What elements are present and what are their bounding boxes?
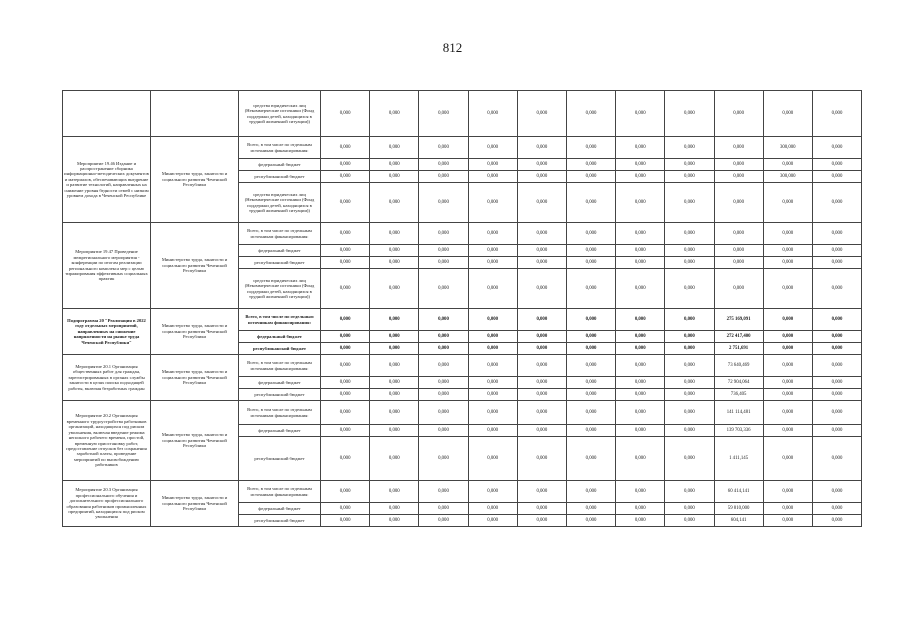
amount-cell: 0,000: [665, 309, 714, 331]
amount-cell: 0,000: [517, 183, 566, 223]
amount-cell: 275 169,091: [714, 309, 763, 331]
amount-cell: 0,000: [468, 257, 517, 269]
amount-cell: 0,000: [812, 503, 861, 515]
amount-cell: 0,000: [517, 425, 566, 437]
amount-cell: 0,000: [468, 343, 517, 355]
amount-cell: 0,000: [419, 91, 468, 137]
amount-cell: 0,000: [665, 245, 714, 257]
amount-cell: 736,405: [714, 389, 763, 401]
amount-cell: 0,000: [419, 245, 468, 257]
amount-cell: 0,000: [370, 269, 419, 309]
amount-cell: 0,000: [812, 425, 861, 437]
amount-cell: 0,000: [468, 91, 517, 137]
amount-cell: 0,000: [763, 481, 812, 503]
amount-cell: 0,000: [321, 515, 370, 527]
table-row: [63, 137, 862, 159]
amount-cell: 0,000: [616, 137, 665, 159]
amount-cell: 0,000: [566, 331, 615, 343]
amount-cell: 0,000: [468, 389, 517, 401]
amount-cell: 0,000: [665, 503, 714, 515]
amount-cell: 0,000: [714, 91, 763, 137]
funding-source: федеральный бюджет: [239, 159, 321, 171]
funding-source: средства юридических лиц (Некоммерческие источники (Фонд поддержки детей, находящихся в трудной жизненной ситуации)): [239, 183, 321, 223]
amount-cell: 0,000: [517, 223, 566, 245]
amount-cell: 0,000: [763, 245, 812, 257]
amount-cell: 0,000: [616, 309, 665, 331]
amount-cell: 0,000: [665, 343, 714, 355]
amount-cell: 0,000: [419, 437, 468, 481]
amount-cell: 0,000: [419, 401, 468, 425]
amount-cell: 0,000: [763, 183, 812, 223]
amount-cell: 0,000: [370, 183, 419, 223]
funding-source: Всего, в том числе по отдельным источникам финансирования:: [239, 137, 321, 159]
responsible-executor: [151, 91, 239, 137]
amount-cell: 0,000: [468, 269, 517, 309]
amount-cell: 0,000: [763, 159, 812, 171]
table-row: [63, 401, 862, 425]
amount-cell: 0,000: [468, 401, 517, 425]
amount-cell: 0,000: [665, 355, 714, 377]
responsible-executor: Министерство труда, занятости и социального развития Чеченской Республики: [151, 223, 239, 309]
amount-cell: 0,000: [665, 437, 714, 481]
funding-source: средства юридических лиц (Некоммерческие источники (Фонд поддержки детей, находящихся в трудной жизненной ситуации)): [239, 269, 321, 309]
amount-cell: 0,000: [517, 309, 566, 331]
amount-cell: 0,000: [370, 481, 419, 503]
amount-cell: 0,000: [419, 137, 468, 159]
amount-cell: 0,000: [812, 159, 861, 171]
amount-cell: 0,000: [812, 377, 861, 389]
amount-cell: 0,000: [566, 437, 615, 481]
amount-cell: 0,000: [321, 355, 370, 377]
funding-source: Всего, в том числе по отдельным источникам финансирования:: [239, 223, 321, 245]
amount-cell: 0,000: [812, 137, 861, 159]
amount-cell: 0,000: [812, 269, 861, 309]
amount-cell: 0,000: [812, 309, 861, 331]
amount-cell: 0,000: [419, 481, 468, 503]
amount-cell: 0,000: [419, 331, 468, 343]
amount-cell: 0,000: [517, 401, 566, 425]
amount-cell: 0,000: [517, 331, 566, 343]
amount-cell: 0,000: [321, 245, 370, 257]
responsible-executor: Министерство труда, занятости и социального развития Чеченской Республики: [151, 401, 239, 481]
table-row: [63, 223, 862, 245]
amount-cell: 0,000: [321, 437, 370, 481]
amount-cell: 0,000: [370, 377, 419, 389]
amount-cell: 300,000: [763, 171, 812, 183]
amount-cell: 0,000: [566, 257, 615, 269]
amount-cell: 0,000: [321, 171, 370, 183]
amount-cell: 0,000: [370, 503, 419, 515]
amount-cell: 59 810,000: [714, 503, 763, 515]
amount-cell: 0,000: [517, 343, 566, 355]
amount-cell: 0,000: [714, 159, 763, 171]
amount-cell: 0,000: [763, 309, 812, 331]
amount-cell: 0,000: [714, 257, 763, 269]
amount-cell: 0,000: [763, 91, 812, 137]
amount-cell: 0,000: [566, 223, 615, 245]
amount-cell: 0,000: [812, 389, 861, 401]
measure-name: [63, 91, 151, 137]
funding-source: федеральный бюджет: [239, 377, 321, 389]
amount-cell: 300,000: [763, 137, 812, 159]
amount-cell: 0,000: [517, 91, 566, 137]
measure-name: Мероприятие 19.46 Издание и распространение сборника информационно-методических документов и материалов, обеспечивающих внедрение и развитие технологий, направленных на снижение уровня бедности семей с низким уровнем дохода в Чеченской Республике: [63, 137, 151, 223]
amount-cell: 0,000: [566, 355, 615, 377]
amount-cell: 0,000: [566, 425, 615, 437]
table-row: [63, 309, 862, 331]
amount-cell: 0,000: [517, 171, 566, 183]
funding-source: республиканский бюджет: [239, 389, 321, 401]
amount-cell: 0,000: [468, 377, 517, 389]
amount-cell: 0,000: [370, 401, 419, 425]
funding-source: Всего, в том числе по отдельным источникам финансирования:: [239, 481, 321, 503]
amount-cell: 0,000: [321, 91, 370, 137]
amount-cell: 139 703,336: [714, 425, 763, 437]
amount-cell: 0,000: [665, 389, 714, 401]
funding-source: республиканский бюджет: [239, 343, 321, 355]
amount-cell: 0,000: [812, 437, 861, 481]
amount-cell: 0,000: [517, 515, 566, 527]
budget-table: [62, 90, 862, 527]
amount-cell: 0,000: [370, 389, 419, 401]
amount-cell: 0,000: [665, 269, 714, 309]
amount-cell: 2 751,691: [714, 343, 763, 355]
responsible-executor: Министерство труда, занятости и социального развития Чеченской Республики: [151, 355, 239, 401]
amount-cell: 0,000: [616, 401, 665, 425]
amount-cell: 0,000: [566, 481, 615, 503]
amount-cell: 0,000: [468, 331, 517, 343]
amount-cell: 0,000: [714, 245, 763, 257]
amount-cell: 0,000: [616, 377, 665, 389]
amount-cell: 0,000: [763, 377, 812, 389]
amount-cell: 0,000: [370, 91, 419, 137]
amount-cell: 0,000: [517, 137, 566, 159]
amount-cell: 0,000: [616, 503, 665, 515]
amount-cell: 0,000: [763, 343, 812, 355]
amount-cell: 0,000: [321, 481, 370, 503]
amount-cell: 0,000: [419, 515, 468, 527]
table-row: [63, 91, 862, 137]
amount-cell: 0,000: [616, 257, 665, 269]
amount-cell: 0,000: [616, 425, 665, 437]
amount-cell: 0,000: [763, 503, 812, 515]
amount-cell: 0,000: [370, 171, 419, 183]
amount-cell: 0,000: [616, 389, 665, 401]
funding-source: средства юридических лиц (Некоммерческие источники (Фонд поддержки детей, находящихся в трудной жизненной ситуации)): [239, 91, 321, 137]
amount-cell: 0,000: [665, 481, 714, 503]
amount-cell: 0,000: [370, 223, 419, 245]
responsible-executor: Министерство труда, занятости и социального развития Чеченской Республики: [151, 481, 239, 527]
amount-cell: 0,000: [370, 159, 419, 171]
amount-cell: 0,000: [812, 171, 861, 183]
amount-cell: 0,000: [566, 309, 615, 331]
funding-source: Всего, в том числе по отдельным источникам финансирования:: [239, 355, 321, 377]
amount-cell: 72 904,064: [714, 377, 763, 389]
amount-cell: 0,000: [468, 159, 517, 171]
amount-cell: 0,000: [665, 515, 714, 527]
amount-cell: 0,000: [321, 377, 370, 389]
amount-cell: 0,000: [616, 481, 665, 503]
amount-cell: 0,000: [763, 515, 812, 527]
amount-cell: 0,000: [812, 401, 861, 425]
amount-cell: 0,000: [370, 137, 419, 159]
amount-cell: 0,000: [517, 389, 566, 401]
amount-cell: 0,000: [321, 223, 370, 245]
amount-cell: 0,000: [566, 343, 615, 355]
amount-cell: 0,000: [566, 137, 615, 159]
measure-name: Мероприятие 19.47 Проведение межрегионального мероприятия - конференции по итогам реализации регионального комплекса мер с целью тиражирования эффективных социальных практик: [63, 223, 151, 309]
amount-cell: 0,000: [321, 389, 370, 401]
amount-cell: 141 114,481: [714, 401, 763, 425]
amount-cell: 0,000: [763, 223, 812, 245]
amount-cell: 604,141: [714, 515, 763, 527]
amount-cell: 0,000: [812, 223, 861, 245]
funding-source: республиканский бюджет: [239, 437, 321, 481]
funding-source: республиканский бюджет: [239, 171, 321, 183]
amount-cell: 0,000: [812, 257, 861, 269]
amount-cell: 0,000: [517, 245, 566, 257]
amount-cell: 0,000: [370, 257, 419, 269]
measure-name: Подпрограмма 20 "Реализация в 2022 году отдельных мероприятий, направленных на снижение напряженности на рынке труда Чеченской Республики": [63, 309, 151, 355]
amount-cell: 0,000: [812, 183, 861, 223]
amount-cell: 0,000: [468, 137, 517, 159]
amount-cell: 0,000: [616, 437, 665, 481]
amount-cell: 0,000: [468, 171, 517, 183]
amount-cell: 0,000: [517, 503, 566, 515]
measure-name: Мероприятие 20.2 Организация временного трудоустройства работников организаций, находящихся под риском увольнения, включая введение режима неполного рабочего времени, простой, временную приостановку работ, предоставление отпусков без сохранения заработной платы, проведение мероприятий по высвобождению работников: [63, 401, 151, 481]
amount-cell: 0,000: [566, 91, 615, 137]
amount-cell: 0,000: [616, 159, 665, 171]
amount-cell: 0,000: [419, 269, 468, 309]
amount-cell: 1 411,145: [714, 437, 763, 481]
amount-cell: 0,000: [321, 425, 370, 437]
amount-cell: 0,000: [763, 269, 812, 309]
amount-cell: 0,000: [566, 389, 615, 401]
amount-cell: 0,000: [763, 257, 812, 269]
amount-cell: 0,000: [665, 183, 714, 223]
amount-cell: 0,000: [419, 355, 468, 377]
amount-cell: 0,000: [370, 515, 419, 527]
amount-cell: 272 417,400: [714, 331, 763, 343]
amount-cell: 0,000: [419, 257, 468, 269]
funding-source: федеральный бюджет: [239, 331, 321, 343]
amount-cell: 0,000: [763, 355, 812, 377]
funding-source: республиканский бюджет: [239, 257, 321, 269]
amount-cell: 0,000: [419, 503, 468, 515]
responsible-executor: Министерство труда, занятости и социального развития Чеченской Республики: [151, 309, 239, 355]
funding-source: Всего, в том числе по отдельным источникам финансирования:: [239, 401, 321, 425]
amount-cell: 0,000: [763, 425, 812, 437]
table-row: [63, 481, 862, 503]
amount-cell: 0,000: [419, 309, 468, 331]
funding-source: Всего, в том числе по отдельным источникам финансирования:: [239, 309, 321, 331]
amount-cell: 0,000: [321, 269, 370, 309]
page-number: 812: [442, 40, 463, 55]
amount-cell: 0,000: [714, 183, 763, 223]
amount-cell: 0,000: [468, 425, 517, 437]
amount-cell: 0,000: [321, 159, 370, 171]
amount-cell: 60 414,141: [714, 481, 763, 503]
funding-source: республиканский бюджет: [239, 515, 321, 527]
amount-cell: 0,000: [468, 355, 517, 377]
amount-cell: 0,000: [517, 377, 566, 389]
amount-cell: 0,000: [517, 269, 566, 309]
amount-cell: 0,000: [763, 331, 812, 343]
amount-cell: 0,000: [616, 171, 665, 183]
amount-cell: 0,000: [419, 159, 468, 171]
amount-cell: 0,000: [517, 257, 566, 269]
amount-cell: 0,000: [616, 269, 665, 309]
amount-cell: 0,000: [616, 343, 665, 355]
amount-cell: 0,000: [517, 159, 566, 171]
amount-cell: 0,000: [566, 269, 615, 309]
amount-cell: 0,000: [419, 171, 468, 183]
amount-cell: 0,000: [566, 401, 615, 425]
amount-cell: 0,000: [616, 355, 665, 377]
amount-cell: 0,000: [665, 171, 714, 183]
funding-source: федеральный бюджет: [239, 425, 321, 437]
amount-cell: 0,000: [714, 171, 763, 183]
amount-cell: 0,000: [763, 401, 812, 425]
amount-cell: 0,000: [321, 183, 370, 223]
measure-name: Мероприятие 20.1 Организация общественных работ для граждан, зарегистрированных в органах службы занятости в целях поиска подходящей работы, включая безработных граждан: [63, 355, 151, 401]
amount-cell: 0,000: [665, 159, 714, 171]
responsible-executor: Министерство труда, занятости и социального развития Чеченской Республики: [151, 137, 239, 223]
amount-cell: 0,000: [370, 437, 419, 481]
amount-cell: 0,000: [812, 515, 861, 527]
amount-cell: 0,000: [468, 437, 517, 481]
amount-cell: 0,000: [665, 331, 714, 343]
amount-cell: 0,000: [468, 503, 517, 515]
amount-cell: 0,000: [370, 355, 419, 377]
amount-cell: 0,000: [419, 343, 468, 355]
amount-cell: 0,000: [370, 343, 419, 355]
amount-cell: 0,000: [566, 503, 615, 515]
measure-name: Мероприятие 20.3 Организация профессионального обучения и дополнительного профессионального образования работников промышленных предприятий, находящихся под риском увольнения: [63, 481, 151, 527]
amount-cell: 0,000: [370, 331, 419, 343]
amount-cell: 0,000: [714, 137, 763, 159]
amount-cell: 0,000: [665, 401, 714, 425]
amount-cell: 0,000: [370, 309, 419, 331]
amount-cell: 0,000: [419, 425, 468, 437]
amount-cell: 0,000: [616, 183, 665, 223]
amount-cell: 0,000: [812, 481, 861, 503]
amount-cell: 0,000: [665, 137, 714, 159]
amount-cell: 0,000: [763, 389, 812, 401]
amount-cell: 0,000: [812, 245, 861, 257]
amount-cell: 0,000: [812, 343, 861, 355]
amount-cell: 0,000: [566, 171, 615, 183]
funding-source: федеральный бюджет: [239, 503, 321, 515]
amount-cell: 0,000: [321, 137, 370, 159]
amount-cell: 0,000: [566, 245, 615, 257]
amount-cell: 0,000: [812, 355, 861, 377]
amount-cell: 0,000: [616, 331, 665, 343]
amount-cell: 0,000: [517, 355, 566, 377]
amount-cell: 0,000: [566, 159, 615, 171]
amount-cell: 0,000: [616, 91, 665, 137]
amount-cell: 0,000: [321, 503, 370, 515]
amount-cell: 0,000: [321, 309, 370, 331]
amount-cell: 0,000: [665, 223, 714, 245]
amount-cell: 0,000: [616, 515, 665, 527]
amount-cell: 0,000: [517, 481, 566, 503]
amount-cell: 0,000: [665, 425, 714, 437]
amount-cell: 0,000: [812, 91, 861, 137]
amount-cell: 0,000: [321, 331, 370, 343]
funding-source: федеральный бюджет: [239, 245, 321, 257]
amount-cell: 0,000: [419, 389, 468, 401]
amount-cell: 0,000: [517, 437, 566, 481]
table-row: [63, 355, 862, 377]
amount-cell: 0,000: [566, 377, 615, 389]
amount-cell: 0,000: [468, 245, 517, 257]
amount-cell: 0,000: [665, 257, 714, 269]
amount-cell: 0,000: [566, 515, 615, 527]
amount-cell: 0,000: [419, 223, 468, 245]
amount-cell: 0,000: [370, 425, 419, 437]
amount-cell: 73 640,469: [714, 355, 763, 377]
amount-cell: 0,000: [321, 343, 370, 355]
amount-cell: 0,000: [468, 515, 517, 527]
amount-cell: 0,000: [665, 91, 714, 137]
amount-cell: 0,000: [321, 401, 370, 425]
amount-cell: 0,000: [419, 377, 468, 389]
amount-cell: 0,000: [419, 183, 468, 223]
amount-cell: 0,000: [763, 437, 812, 481]
amount-cell: 0,000: [321, 257, 370, 269]
amount-cell: 0,000: [616, 223, 665, 245]
amount-cell: 0,000: [370, 245, 419, 257]
amount-cell: 0,000: [616, 245, 665, 257]
amount-cell: 0,000: [566, 183, 615, 223]
amount-cell: 0,000: [468, 481, 517, 503]
amount-cell: 0,000: [665, 377, 714, 389]
amount-cell: 0,000: [468, 223, 517, 245]
amount-cell: 0,000: [468, 309, 517, 331]
amount-cell: 0,000: [714, 269, 763, 309]
amount-cell: 0,000: [468, 183, 517, 223]
amount-cell: 0,000: [812, 331, 861, 343]
amount-cell: 0,000: [714, 223, 763, 245]
